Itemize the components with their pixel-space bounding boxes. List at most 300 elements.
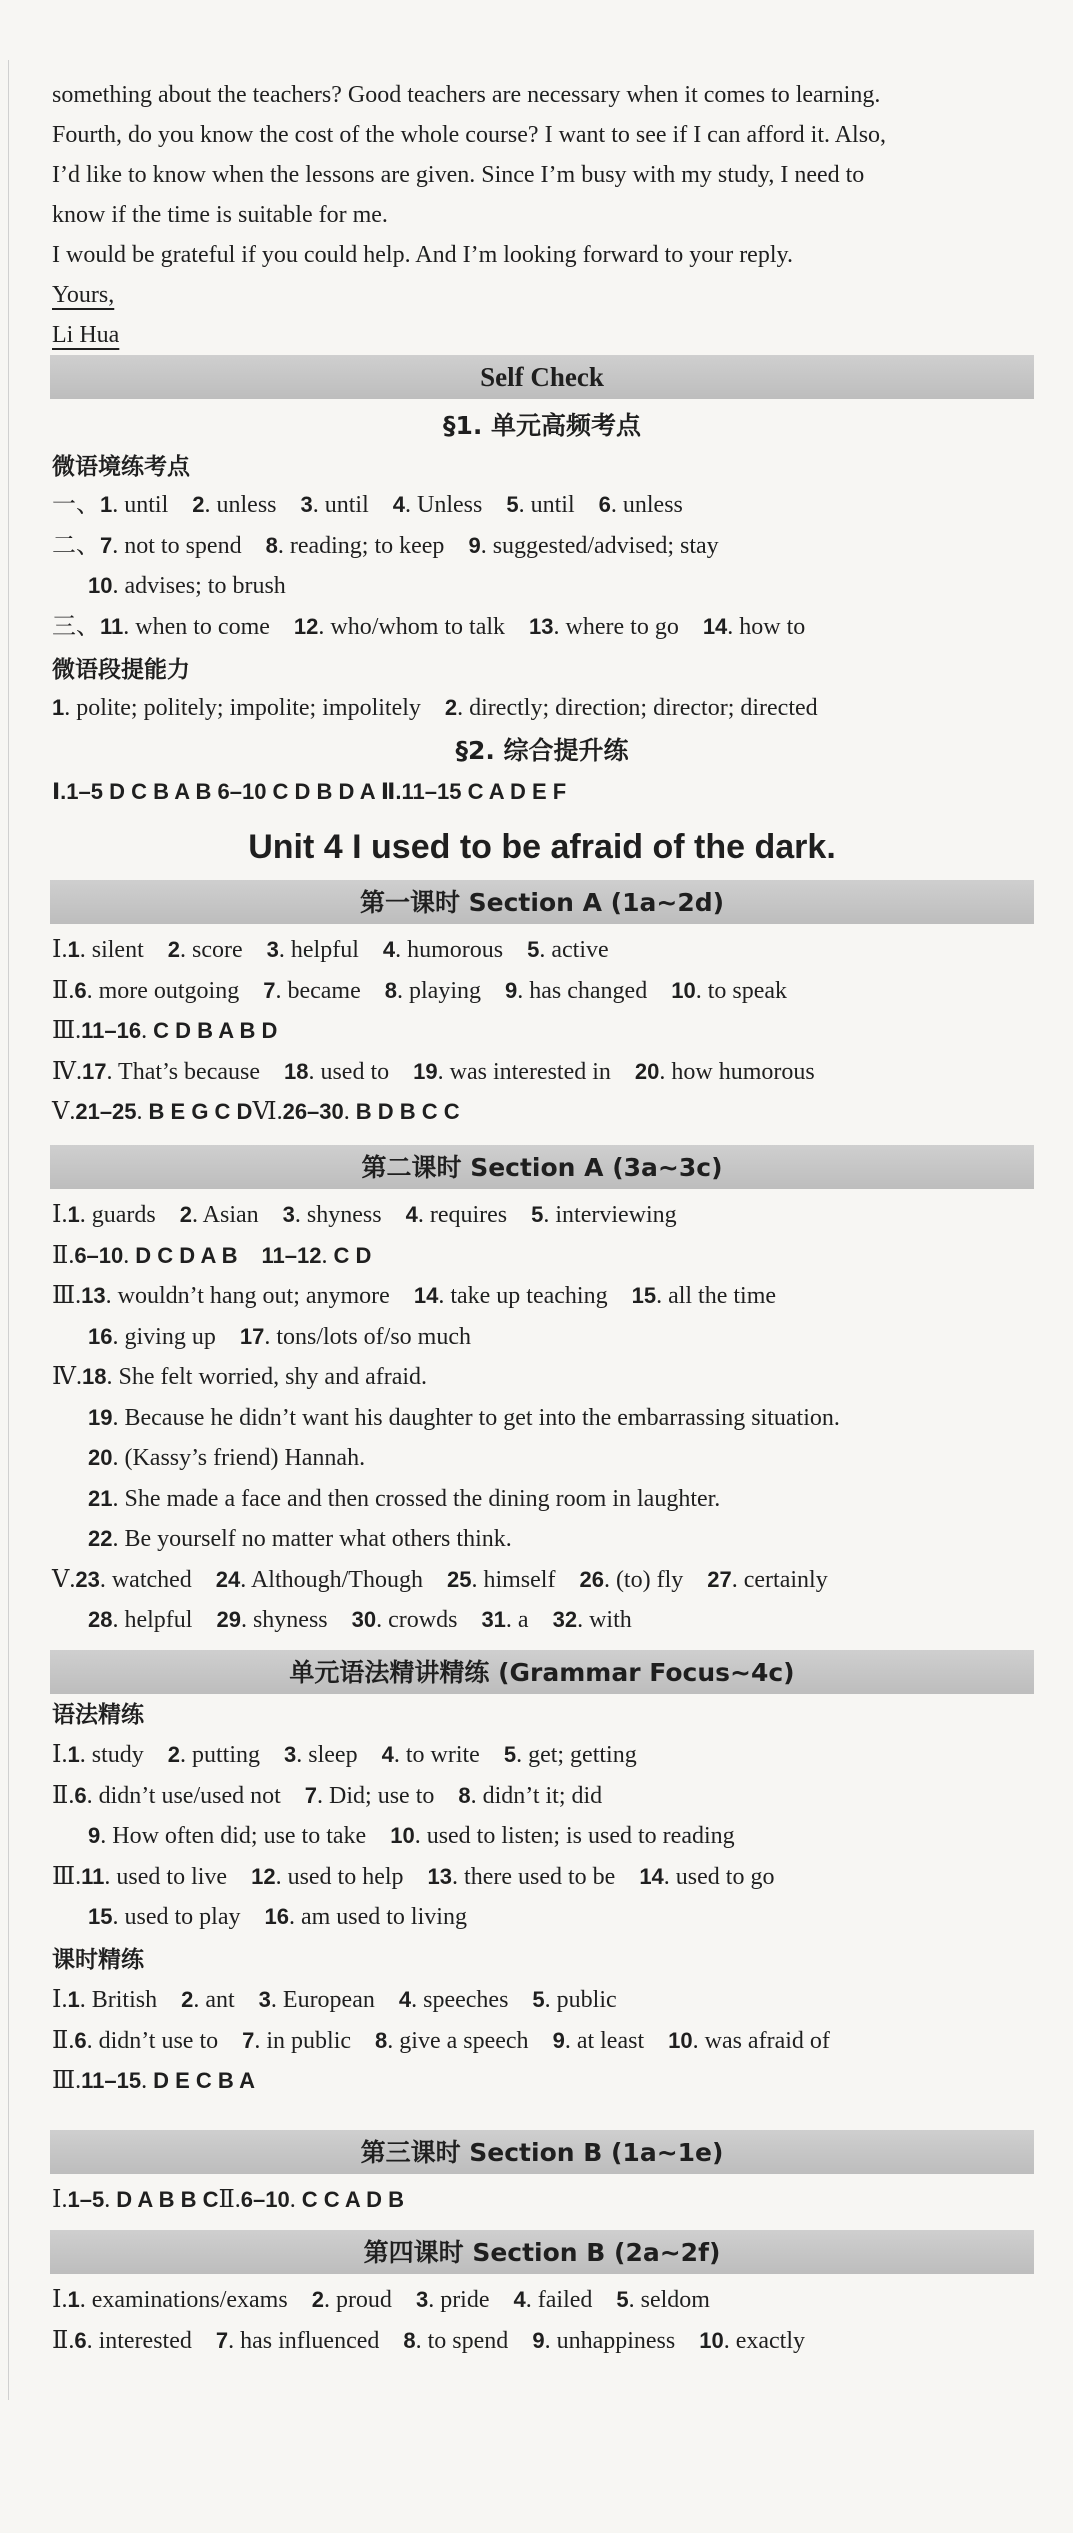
- answer-text: helpful: [290, 937, 359, 963]
- question-number: 1: [67, 937, 80, 962]
- section-roman-numeral: Ⅵ.: [252, 1099, 283, 1125]
- number-separator: .: [204, 492, 217, 518]
- number-separator: .: [228, 2327, 241, 2354]
- lesson-title-3: 第三课时 Section B (1a~1e): [360, 2138, 724, 2167]
- number-separator: .: [193, 1987, 206, 2013]
- number-separator: .: [136, 1099, 149, 1125]
- number-separator: .: [516, 1742, 529, 1768]
- lesson-title-4: 第四课时 Section B (2a~2f): [363, 2238, 721, 2267]
- answer-text: give a speech: [399, 2027, 529, 2054]
- question-number: 1: [67, 1202, 80, 1227]
- answer-text: playing: [409, 977, 481, 1004]
- section-roman-numeral: Ⅰ.: [52, 1987, 68, 2013]
- number-separator: .: [428, 2287, 441, 2313]
- question-number: 18: [81, 1364, 107, 1389]
- answer-text: how humorous: [671, 1058, 815, 1085]
- answer-text: not to spend: [124, 532, 242, 559]
- answer-text: B E G C D: [148, 1099, 253, 1124]
- number-separator: .: [397, 977, 409, 1004]
- answer-text: D C D A B: [135, 1242, 238, 1268]
- answer-text: seldom: [640, 2287, 710, 2313]
- letter-line: something about the teachers? Good teachers are necessary when it comes to learning.: [52, 82, 881, 108]
- number-separator: .: [79, 1202, 92, 1228]
- question-number: 1: [67, 1987, 80, 2012]
- section-roman-numeral: Ⅴ.: [52, 1099, 76, 1125]
- question-number: 28: [88, 1607, 113, 1632]
- lesson-bar-1: [50, 880, 1034, 924]
- answer-line: [52, 1740, 637, 1770]
- question-number: 18: [283, 1058, 309, 1084]
- number-separator: .: [731, 1566, 744, 1593]
- section-roman-numeral: Ⅱ.: [218, 2187, 241, 2213]
- number-separator: .: [264, 1323, 277, 1350]
- number-separator: .: [539, 937, 552, 963]
- number-separator: .: [543, 1202, 556, 1228]
- answer-line: [52, 693, 818, 723]
- number-separator: .: [240, 1607, 253, 1633]
- question-number: 4: [382, 937, 396, 962]
- number-separator: .: [480, 532, 493, 559]
- question-number: 3: [282, 1202, 295, 1227]
- question-number: 11: [100, 613, 124, 639]
- number-separator: .: [564, 2027, 577, 2054]
- answer-text: to speak: [707, 977, 787, 1004]
- question-number: 10: [668, 2027, 693, 2053]
- answer-line: [52, 2026, 830, 2056]
- section-bar-self-check: Self Check: [50, 355, 1034, 399]
- section-roman-numeral: 三、: [52, 613, 100, 640]
- number-separator: .: [457, 695, 470, 721]
- question-number: 9: [88, 1823, 101, 1848]
- question-number: 5: [506, 492, 519, 517]
- answer-line: [52, 1057, 815, 1087]
- page-margin-rule: [8, 60, 9, 2400]
- answer-text: has influenced: [240, 2327, 380, 2354]
- answer-text: to write: [405, 1742, 480, 1768]
- number-separator: .: [387, 2027, 400, 2054]
- question-number: 11: [81, 1863, 105, 1889]
- answer-text: putting: [192, 1742, 261, 1768]
- question-number: 1: [52, 695, 65, 720]
- answer-text: was interested in: [449, 1058, 611, 1085]
- number-separator: .: [376, 1607, 389, 1633]
- answer-text: Although/Though: [250, 1566, 423, 1593]
- answer-text: all the time: [668, 1283, 777, 1309]
- number-separator: .: [112, 1607, 125, 1633]
- question-number: 3: [415, 2287, 429, 2312]
- answer-text: guards: [91, 1202, 156, 1228]
- answer-line: [88, 1821, 735, 1851]
- number-separator: .: [603, 1566, 616, 1593]
- number-separator: .: [278, 937, 291, 963]
- answer-text: silent: [91, 937, 144, 963]
- lesson-bar-2: [50, 1145, 1034, 1189]
- number-separator: .: [79, 2287, 92, 2313]
- section-heading-s1: [52, 410, 1032, 443]
- answer-text: B D B C C: [355, 1099, 460, 1124]
- question-number: 16: [264, 1904, 289, 1929]
- subhead-micro-paragraph: 微语段提能力: [52, 657, 190, 683]
- number-separator: .: [518, 492, 531, 518]
- answer-text: C D B A B D: [153, 1018, 278, 1043]
- number-separator: .: [610, 492, 623, 518]
- answer-text: crowds: [388, 1607, 458, 1633]
- question-number: 3: [300, 492, 313, 517]
- answer-text: exactly: [735, 2327, 805, 2354]
- number-separator: .: [695, 977, 708, 1004]
- question-number: 2: [311, 2287, 324, 2312]
- question-number: 26–30: [282, 1099, 344, 1124]
- number-separator: .: [663, 1863, 676, 1890]
- section-roman-numeral: Ⅳ.: [52, 1364, 82, 1390]
- section-heading-s1-text: §1. 单元高频考点: [442, 411, 642, 440]
- answer-line: [52, 1362, 427, 1392]
- number-separator: .: [395, 937, 408, 963]
- answer-text: pride: [440, 2287, 490, 2313]
- question-number: 14: [639, 1863, 664, 1889]
- question-number: 1: [100, 492, 113, 517]
- answer-text: helpful: [124, 1607, 193, 1633]
- number-separator: .: [240, 1566, 251, 1593]
- section-roman-numeral: Ⅴ.: [52, 1566, 76, 1593]
- answer-line: [52, 1862, 774, 1892]
- question-number: 2: [167, 937, 180, 962]
- answer-text: speeches: [423, 1987, 509, 2013]
- number-separator: .: [452, 1863, 465, 1890]
- question-number: 4: [513, 2287, 526, 2312]
- answer-line: [88, 1902, 467, 1932]
- question-number: 3: [266, 937, 279, 962]
- section-roman-numeral: 一、: [52, 492, 100, 518]
- lesson-title-2: 第二课时 Section A (3a~3c): [361, 1153, 723, 1182]
- question-number: 9: [552, 2027, 565, 2053]
- answer-text: certainly: [743, 1566, 828, 1593]
- question-number: 5: [616, 2287, 629, 2312]
- answer-text: has changed: [529, 977, 648, 1004]
- section-roman-numeral: Ⅱ.: [52, 1782, 75, 1809]
- number-separator: .: [525, 2287, 538, 2313]
- answer-text: Did; use to: [329, 1782, 435, 1809]
- number-separator: .: [321, 1242, 334, 1269]
- s2-answers: Ⅰ.1–5 D C B A B 6–10 C D B D A Ⅱ.11–15 C A D E F: [52, 779, 567, 804]
- question-number: 7: [242, 2027, 255, 2053]
- section-roman-numeral: Ⅰ.: [52, 2187, 68, 2213]
- answer-text: sleep: [308, 1742, 358, 1768]
- question-number: 2: [167, 1742, 180, 1767]
- number-separator: .: [471, 1566, 484, 1593]
- question-number: 21–25: [75, 1099, 137, 1124]
- answer-text: until: [124, 492, 169, 518]
- letter-line: I would be grateful if you could help. And I’m looking forward to your reply.: [52, 242, 793, 268]
- answer-text: used to listen; is used to reading: [426, 1823, 735, 1849]
- number-separator: .: [179, 937, 192, 963]
- answer-text: am used to living: [300, 1904, 467, 1930]
- number-separator: .: [470, 1782, 483, 1809]
- question-number: 13: [427, 1863, 453, 1889]
- answer-text: How often did; use to take: [112, 1823, 367, 1849]
- answer-text: who/whom to talk: [330, 613, 506, 640]
- question-number: 4: [381, 1742, 394, 1767]
- section-roman-numeral: Ⅱ.: [52, 2327, 75, 2354]
- answer-text: didn’t it; did: [482, 1782, 603, 1809]
- number-separator: .: [544, 1987, 557, 2013]
- answer-text: until: [324, 492, 369, 518]
- answer-line: [52, 1241, 371, 1271]
- answer-text: interested: [98, 2327, 192, 2354]
- answer-line: [52, 976, 787, 1006]
- answer-text: C D: [333, 1242, 372, 1268]
- answer-text: Because he didn’t want his daughter to get into the embarrassing situation.: [124, 1404, 840, 1431]
- answer-line: [88, 1605, 632, 1635]
- number-separator: .: [105, 1283, 118, 1309]
- number-separator: .: [553, 613, 566, 640]
- answer-text: where to go: [565, 613, 679, 640]
- question-number: 30: [351, 1607, 377, 1632]
- section-roman-numeral: Ⅱ.: [52, 977, 75, 1004]
- answer-text: D A B B C: [116, 2187, 219, 2212]
- answer-text: used to live: [116, 1863, 228, 1890]
- question-number: 17: [81, 1058, 107, 1084]
- question-number: 12: [251, 1863, 276, 1889]
- answer-line: [88, 1443, 365, 1473]
- answer-text: humorous: [407, 937, 504, 963]
- number-separator: .: [656, 1283, 669, 1309]
- question-number: 15: [631, 1283, 657, 1308]
- answer-text: unhappiness: [556, 2327, 676, 2354]
- question-number: 11–15: [81, 2068, 142, 2093]
- number-separator: .: [405, 492, 418, 518]
- answer-text: get; getting: [528, 1742, 637, 1768]
- number-separator: .: [692, 2027, 705, 2054]
- answer-text: (Kassy’s friend) Hannah.: [124, 1445, 366, 1471]
- question-number: 6: [74, 2027, 87, 2053]
- question-number: 20: [88, 1445, 113, 1470]
- answer-text: wouldn’t hang out; anymore: [117, 1283, 390, 1309]
- answer-line: [88, 571, 286, 601]
- section-heading-s2-text: §2. 综合提升练: [455, 736, 629, 765]
- question-number: 8: [403, 2327, 416, 2353]
- number-separator: .: [86, 2027, 99, 2054]
- question-number: 15: [88, 1904, 113, 1929]
- answer-text: used to help: [287, 1863, 404, 1890]
- answer-text: public: [556, 1987, 617, 2013]
- number-separator: .: [628, 2287, 641, 2313]
- question-number: 21: [88, 1485, 113, 1511]
- number-separator: .: [437, 1058, 450, 1085]
- number-separator: .: [659, 1058, 672, 1085]
- number-separator: .: [112, 1323, 125, 1350]
- number-separator: .: [86, 2327, 99, 2354]
- answer-line: [52, 531, 719, 561]
- answer-line: [52, 1781, 602, 1811]
- answer-text: failed: [537, 2287, 593, 2313]
- number-separator: .: [254, 2027, 267, 2054]
- answer-line: [52, 2066, 255, 2096]
- section-roman-numeral: Ⅲ.: [52, 2068, 82, 2094]
- subhead-micro-context: 微语境练考点: [52, 454, 190, 480]
- answer-line: [52, 1985, 617, 2015]
- letter-line: know if the time is suitable for me.: [52, 202, 388, 228]
- number-separator: .: [275, 1863, 288, 1890]
- answer-text: until: [530, 492, 575, 518]
- answer-text: at least: [576, 2027, 645, 2054]
- question-number: 9: [505, 977, 518, 1003]
- number-separator: .: [104, 1863, 117, 1890]
- question-number: 2: [179, 1202, 192, 1227]
- question-number: 31: [481, 1607, 506, 1632]
- section-roman-numeral: Ⅲ.: [52, 1863, 82, 1890]
- section-roman-numeral: Ⅲ.: [52, 1018, 82, 1044]
- question-number: 6: [74, 1782, 87, 1808]
- number-separator: .: [417, 1202, 430, 1228]
- question-number: 22: [88, 1526, 113, 1551]
- number-separator: .: [727, 613, 740, 640]
- question-number: 12: [293, 613, 319, 639]
- answer-text: when to come: [135, 613, 270, 640]
- answer-text: in public: [266, 2027, 352, 2054]
- number-separator: .: [112, 1485, 125, 1512]
- section-roman-numeral: Ⅱ.: [52, 1242, 75, 1269]
- number-separator: .: [312, 492, 325, 518]
- question-number: 5: [531, 1202, 544, 1227]
- answer-text: didn’t use to: [98, 2027, 219, 2054]
- answer-text: Be yourself no matter what others think.: [124, 1526, 512, 1552]
- answer-text: was afraid of: [704, 2027, 830, 2054]
- answer-text: a: [517, 1607, 529, 1633]
- number-separator: .: [123, 613, 136, 640]
- lesson-bar-4: [50, 2230, 1034, 2274]
- lesson-bar-3: [50, 2130, 1034, 2174]
- answer-text: interviewing: [555, 1202, 677, 1228]
- question-number: 17: [239, 1323, 265, 1349]
- question-number: 4: [392, 492, 406, 517]
- question-number: 2: [181, 1987, 194, 2012]
- answer-text: used to play: [124, 1904, 241, 1930]
- answer-line: [52, 2326, 805, 2356]
- answer-text: unless: [622, 492, 683, 518]
- section-roman-numeral: Ⅰ.: [52, 1742, 68, 1768]
- question-number: 7: [263, 977, 276, 1003]
- question-number: 2: [444, 695, 458, 720]
- question-number: 27: [707, 1566, 732, 1592]
- number-separator: .: [79, 1987, 92, 2013]
- question-number: 29: [216, 1607, 241, 1632]
- answer-text: directly; direction; director; directed: [469, 695, 818, 721]
- number-separator: .: [112, 1445, 125, 1471]
- question-number: 14: [413, 1283, 439, 1308]
- number-separator: .: [141, 1018, 154, 1044]
- question-number: 7: [215, 2327, 229, 2353]
- answer-text: ant: [205, 1987, 235, 2013]
- answer-line: [88, 1322, 471, 1352]
- question-number: 3: [258, 1987, 271, 2012]
- question-number: 5: [532, 1987, 545, 2012]
- letter-line: Fourth, do you know the cost of the whole course? I want to see if I can afford it. Also,: [52, 122, 887, 148]
- answer-text: active: [551, 937, 609, 963]
- number-separator: .: [79, 937, 92, 963]
- question-number: 6: [74, 977, 87, 1003]
- answer-line: [52, 2185, 404, 2215]
- question-number: 6: [74, 2327, 87, 2353]
- answer-line: [52, 1200, 677, 1230]
- subhead-grammar-practice: 语法精练: [52, 1702, 144, 1728]
- answer-text: more outgoing: [98, 977, 240, 1004]
- number-separator: .: [411, 1987, 424, 2013]
- answer-text: suggested/advised; stay: [492, 532, 719, 559]
- number-separator: .: [393, 1742, 406, 1768]
- question-number: 24: [215, 1566, 241, 1592]
- answer-line: [88, 1484, 720, 1514]
- answer-text: became: [287, 977, 361, 1004]
- answer-line: [52, 1565, 828, 1595]
- number-separator: .: [505, 1607, 518, 1633]
- question-number: 6–10: [74, 1242, 124, 1268]
- answer-text: unless: [216, 492, 277, 518]
- answer-line: [52, 1097, 460, 1127]
- question-number: 13: [529, 613, 554, 639]
- question-number: 10: [390, 1823, 415, 1848]
- question-number: 1: [67, 1742, 80, 1767]
- question-number: 3: [284, 1742, 297, 1767]
- question-number: 32: [552, 1607, 578, 1632]
- question-number: 19: [413, 1058, 438, 1084]
- number-separator: .: [64, 695, 77, 721]
- answer-text: shyness: [306, 1202, 382, 1228]
- answer-line: [52, 1016, 277, 1046]
- number-separator: .: [79, 1742, 92, 1768]
- answer-text: take up teaching: [450, 1283, 608, 1309]
- number-separator: .: [438, 1283, 451, 1309]
- answer-text: tons/lots of/so much: [276, 1323, 471, 1350]
- answer-text: to spend: [427, 2327, 509, 2354]
- question-number: 7: [100, 532, 113, 558]
- answer-text: giving up: [124, 1323, 216, 1350]
- question-number: 11–16: [81, 1018, 142, 1043]
- question-number: 23: [75, 1566, 100, 1592]
- number-separator: .: [577, 1607, 590, 1633]
- lesson-title-1: 第一课时 Section A (1a~2d): [359, 888, 725, 917]
- answer-text: how to: [739, 613, 806, 640]
- answer-line: [88, 1524, 512, 1554]
- section-roman-numeral: Ⅲ.: [52, 1283, 82, 1309]
- answer-text: European: [282, 1987, 375, 2013]
- number-separator: .: [414, 1823, 427, 1849]
- question-number: 16: [88, 1323, 113, 1349]
- answer-text: C C A D B: [301, 2187, 404, 2212]
- answer-text: examinations/exams: [91, 2287, 288, 2313]
- answer-text: reading; to keep: [289, 532, 445, 559]
- answer-line: [52, 490, 683, 520]
- number-separator: .: [112, 1526, 125, 1552]
- section-roman-numeral: Ⅰ.: [52, 1202, 68, 1228]
- question-number: 19: [88, 1404, 113, 1430]
- number-separator: .: [191, 1202, 203, 1228]
- question-number: 9: [468, 532, 481, 558]
- question-number: 2: [192, 492, 205, 517]
- answer-text: score: [191, 937, 243, 963]
- grammar-title: 单元语法精讲精练 (Grammar Focus~4c): [289, 1658, 795, 1687]
- answer-line: [88, 1403, 840, 1433]
- question-number: 4: [405, 1202, 418, 1227]
- number-separator: .: [288, 1904, 301, 1930]
- answer-text: She felt worried, shy and afraid.: [118, 1364, 428, 1390]
- question-number: 5: [527, 937, 540, 962]
- question-number: 8: [384, 977, 397, 1003]
- answer-text: study: [91, 1742, 144, 1768]
- number-separator: .: [180, 1742, 192, 1768]
- answer-text: didn’t use/used not: [98, 1782, 281, 1809]
- answer-text: proud: [335, 2287, 392, 2313]
